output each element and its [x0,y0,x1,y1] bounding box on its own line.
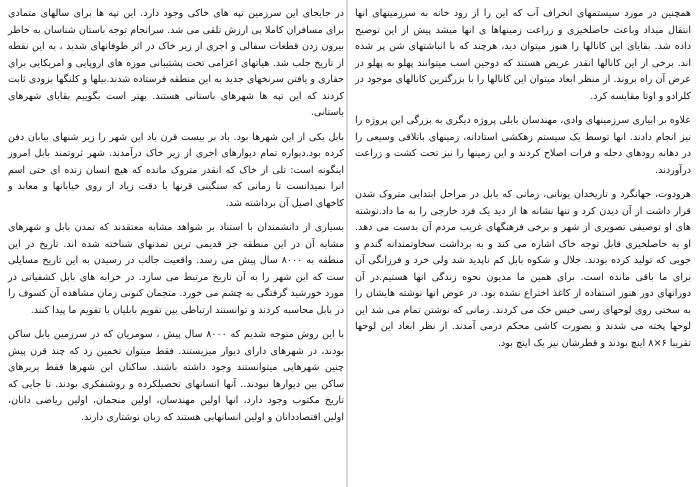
paragraph-sumerians: با این روش متوجه شدیم که ۸۰۰۰ سال پیش ، سومریان که در سرزمین بابل ساکن بودند، در شهرهای دارای دیوار میزیستند. فقط میتوان تخمین زد که چند قرن پیش چنین شهرهایی میتوانستند وجود داشته باشند. ساکنان این شهرها فقط بربرهای ساکن بین دیوارها نبودند.. آنها انسانهای تحصیلکرده و روشنفکری بودند. تا جایی که تاریخ مکتوب وجود دارد، انها اولین مهندسان، اولین منجمان، اولین ریاضی دانان، اولین اقتصاددانان و اولین انسانهایی هستند که زبان نوشتاری دارند. [8,329,344,423]
paragraph-ancient-civilization: بسیاری از دانشمندان با استناد بر شواهد مشابه معتقدند که تمدن بابل و شهرهای مشابه آن در این منطقه جز قدیمی ترین تمدنهای شناخته شده اند. تاریخ در این منطقه به ۸۰۰۰ سال پیش می رسد. واقعیت جالب در رسیدن به این تاریخ مسایلی ست که این شهر را به آن تاریخ مرتبط می سازد. در خرابه های بابل کشفیاتی در مورد خورشید گرفتگی به چشم می خورد. منجمان کنونی زمان مشاهده آن کسوف را در بابل محاسبه کردند و توانستند ارتباطی بین تقویم بابلیان با تقویم ما پیدا کنند. [8,222,344,316]
page-gutter [346,0,348,487]
paragraph-herodotus-clay-tablets: هرودوت، جهانگرد و تاریخدان یونانی، زمانی که بابل در مراحل ابتدایی متروک شدن قرار داشت از آن دیدن کرد و تنها نشانه ها از دید یک فرد خارجی را به ما داد.نوشته های او توصیفی تصویری از شهر و برخی فرهنگهای غریب مردم آن بدست می دهد. او به حاصلخیزی قابل توجه خاک اشاره می کند و به برداشت سخاوتمندانه گندم و جویی که تولید کرده بودند. جلال و شکوه بابل کم ناپدید شد ولی خرد و فرزانگی آن برای ما باقی مانده است. برای همین ما مدیون نحوه زندگی انها هستیم.در آن دورانهای دور هنوز استفاده از کاغذ اختراع نشده بود. در عوض انها نوشته هایشان را به سختی روی لوحهای رسی خیس حک می کردند. زمانی که نوشتن تمام می شد این لوحها پخته می شدند و بصورت کاشی محکم درمی آمدند. از نظر ابعاد این لوحها تقریبا ۶×۸ اینچ بودند و قطرشان نیز یک اینچ بود. [355,189,691,349]
paragraph-babylon-buried: بابل یکی از این شهرها بود. باد بر بیست قرن باد این شهر را زیر شنهای بیابان دفن کرده بود.دیواره تمام دیوارهای اجری از زیر خاک درآمدند. شهر ثروتمند بابل امروز اینگونه است: تلی از خاک که انقدر متروک مانده که هیچ انسان زنده ای حتی اسم انرا نمیدانست تا زمانی که سنگینی قرنها با دقت زیاد از روی خیابانها و معابد و کاخهای اصیل آن برداشته شد. [8,131,344,209]
left-page-column [8,6,344,426]
paragraph-earth-mounds: در جایجای این سرزمین تپه های خاکی وجود دارد. این تپه ها برای سالهای متمادی برای مسافران کاملا بی ارزش تلقی می شد. سرانجام توجه باستان شناسان به خاطر بیرون زدن قطعات سفالی و اجری از زیر خاک در اثر طوفانهای شدید ، به این نقطه از تاریخ جلب شد. هیاتهای اعزامی تحت پشتیبانی موزه های اروپایی و امریکایی برای حفاری و یافتن سرنخهای جدید به این منطقه فرستاده شدند.بیلها و کلنگها بزودی ثابت کردند که این تپه ها شهرهای باستانی هستند. بهتر است بگوییم بقایای شهرهای باستانی. [8,8,344,118]
paragraph-irrigation-canals: همچنین در مورد سیستمهای انحراف آب که این را از رود خانه به سرزمینهای انها انتقال میداد وباعث حاصلخیزی و زراعت زمینهاها ی انها میشد پیش از این توضیح داده شد. بقایای این کانالها را هنوز میتوان دید، هرچند که با انباشتهای شن پر شده اند. برخی از این کانالها انقدر عریض هستند که دوجین اسب میتوانند پهلو به پهلو در عرض آن راه بروند. از منظر ابعاد میتوان این کانالها را با بزرگترین کانالهای موجود در کلرادو و اوتا مقایسه کرد. [355,8,691,102]
paragraph-marsh-drainage: علاوه بر ابیاری سرزمینهای وادی، مهندسان بابلی پروژه دیگری به بزرگی این پروژه را نیز انجام دادند. انها توسط یک سیستم زهکشی استادانه، زمینهای باتلاقی وسیعی را در دهانه رودهای دجله و فرات اصلاح کردند و این زمینها را نیز تحت کشت و زراعت درآوردند. [355,115,691,176]
right-page-column [355,6,691,352]
